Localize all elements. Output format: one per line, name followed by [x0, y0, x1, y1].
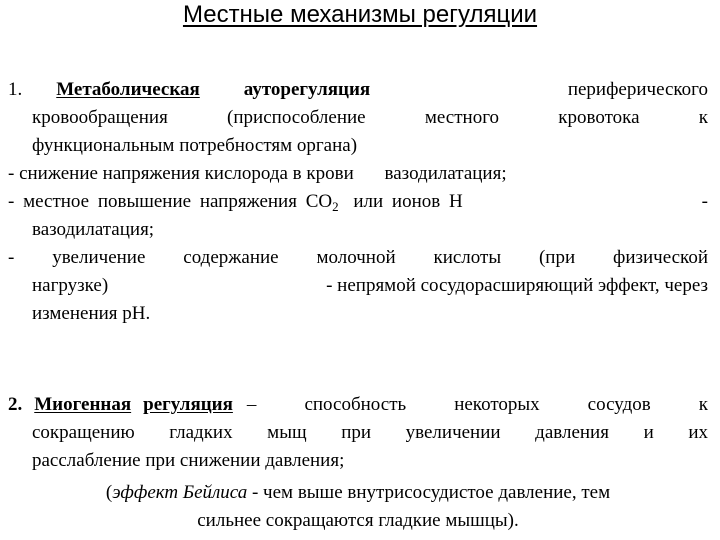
- bayliss-note-line-2: сильнее сокращаются гладкие мышцы).: [197, 510, 519, 531]
- lactic-item-line-2-start: нагрузке): [32, 275, 109, 296]
- co2-item-line-2: вазодилатация;: [32, 219, 155, 240]
- myogenic-heading: Миогенная: [34, 394, 132, 415]
- section-2-line-1: [8, 391, 708, 419]
- section-1-line-1-rest: периферического: [567, 79, 708, 100]
- oxygen-item-text: - снижение напряжения кислорода в крови: [8, 163, 354, 184]
- bayliss-open-paren: (: [105, 482, 113, 503]
- section-2-number: 2.: [8, 394, 23, 415]
- lactic-item-line-2: [8, 272, 708, 300]
- autoregulation-heading: ауторегуляция: [243, 79, 371, 100]
- lactic-item-line-2-rest: - непрямой сосудорасширяющий эффект, через: [326, 275, 708, 296]
- section-2-line-3: расслабление при снижении давления;: [32, 450, 345, 471]
- page-title: Местные механизмы регуляции: [182, 1, 538, 28]
- section-1-line-3: функциональным потребностям органа): [32, 135, 358, 156]
- section-2-line-2: сокращению гладких мыщ при увеличении давления и их: [32, 422, 708, 443]
- metabolic-regulation-section: [8, 76, 708, 328]
- section-1-line-1: [8, 76, 708, 104]
- lactic-item-line-1: - увеличение содержание молочной кислоты (при физической: [8, 247, 708, 268]
- bayliss-note-line-1-rest: - чем выше внутрисосудистое давление, тем: [251, 482, 611, 503]
- co2-item: [8, 188, 708, 216]
- lactic-item-line-3: изменения pH.: [32, 303, 151, 324]
- oxygen-item: [8, 160, 708, 188]
- bayliss-effect-label: эффект Бейлиса: [112, 482, 248, 503]
- co2-subscript: 2: [332, 199, 339, 214]
- myogenic-regulation-section: [8, 391, 708, 535]
- bayliss-note-line-1: [8, 479, 708, 507]
- regulation-heading: регуляция: [143, 394, 233, 415]
- co2-item-suffix: или ионов Н: [353, 191, 463, 212]
- section-1-line-2: кровообращения (приспособление местного кровотока к: [32, 107, 708, 128]
- section-1-number: 1.: [8, 79, 23, 100]
- oxygen-item-result: вазодилатация;: [384, 163, 507, 184]
- co2-item-prefix: - местное повышение напряжения СО: [8, 191, 333, 212]
- co2-item-dash: -: [701, 191, 708, 212]
- metabolic-heading: Метаболическая: [56, 79, 200, 100]
- section-2-line-1-rest: – способность некоторых сосудов к: [246, 394, 708, 415]
